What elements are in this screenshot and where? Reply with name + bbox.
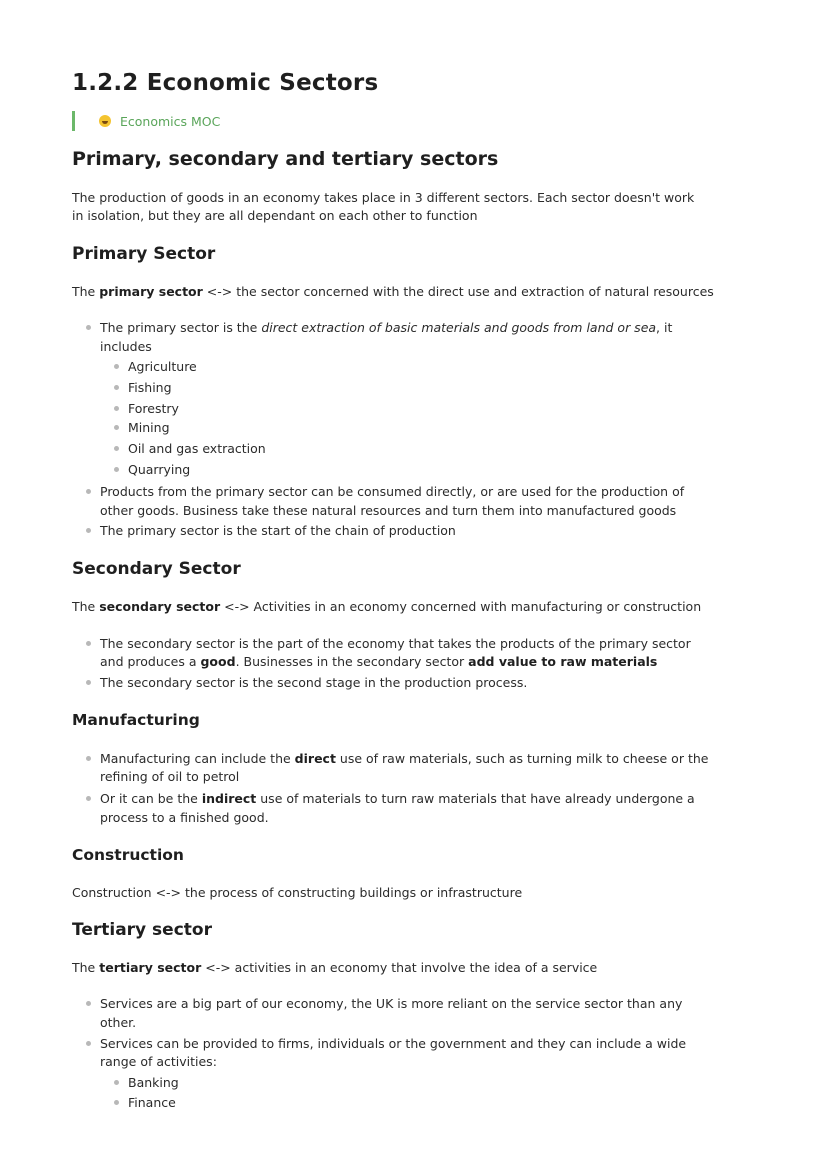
sub-list-item: Agriculture <box>128 359 197 374</box>
list-item: Services are a big part of our economy, the UK is more reliant on the service sector than any <box>100 996 683 1011</box>
construction-definition: Construction <-> the process of constructing buildings or infrastructure <box>72 885 523 900</box>
primary-definition: The primary sector <-> the sector concerned with the direct use and extraction of natural resources <box>72 284 714 299</box>
list-item: The secondary sector is the part of the economy that takes the products of the primary sector <box>100 636 691 651</box>
overview-paragraph-line2: in isolation, but they are all dependant on each other to function <box>72 208 478 223</box>
list-item-continuation: includes <box>100 339 152 354</box>
sub-list-item: Banking <box>128 1075 179 1090</box>
list-item-continuation: process to a finished good. <box>100 810 269 825</box>
secondary-definition: The secondary sector <-> Activities in an economy concerned with manufacturing or construction <box>72 599 702 614</box>
list-item: The secondary sector is the second stage in the production process. <box>100 675 528 690</box>
list-item: Manufacturing can include the direct use of raw materials, such as turning milk to cheese or the <box>100 751 709 766</box>
tertiary-definition: The tertiary sector <-> activities in an economy that involve the idea of a service <box>72 960 598 975</box>
overview-heading: Primary, secondary and tertiary sectors <box>72 148 499 170</box>
overview-paragraph-line1: The production of goods in an economy takes place in 3 different sectors. Each sector doesn't work <box>72 190 695 205</box>
primary-sector-heading: Primary Sector <box>72 244 216 264</box>
sub-list-item: Quarrying <box>128 462 191 477</box>
list-item: Products from the primary sector can be consumed directly, or are used for the production of <box>100 484 685 499</box>
smiley-emoji-icon <box>99 115 111 127</box>
moc-link-label[interactable]: Economics MOC <box>120 113 221 129</box>
list-item-continuation: other goods. Business take these natural resources and turn them into manufactured goods <box>100 503 677 518</box>
sub-list-item: Finance <box>128 1095 176 1110</box>
construction-heading: Construction <box>72 846 184 864</box>
page-title: 1.2.2 Economic Sectors <box>72 70 379 96</box>
list-item-continuation: refining of oil to petrol <box>100 769 240 784</box>
sub-list-item: Fishing <box>128 380 172 395</box>
list-item: Or it can be the indirect use of materials to turn raw materials that have already undergone a <box>100 791 695 806</box>
secondary-sector-heading: Secondary Sector <box>72 559 241 579</box>
moc-link[interactable] <box>72 111 220 131</box>
list-item: The primary sector is the direct extraction of basic materials and goods from land or sea, it <box>100 320 673 335</box>
list-item-continuation: range of activities: <box>100 1054 217 1069</box>
tertiary-sector-heading: Tertiary sector <box>72 920 212 940</box>
list-item: Services can be provided to firms, individuals or the government and they can include a wide <box>100 1036 687 1051</box>
sub-list-item: Oil and gas extraction <box>128 441 266 456</box>
list-item-continuation: and produces a good. Businesses in the secondary sector add value to raw materials <box>100 654 658 669</box>
list-item-continuation: other. <box>100 1015 137 1030</box>
list-item: The primary sector is the start of the chain of production <box>100 523 456 538</box>
sub-list-item: Forestry <box>128 401 179 416</box>
manufacturing-heading: Manufacturing <box>72 711 200 729</box>
sub-list-item: Mining <box>128 420 170 435</box>
